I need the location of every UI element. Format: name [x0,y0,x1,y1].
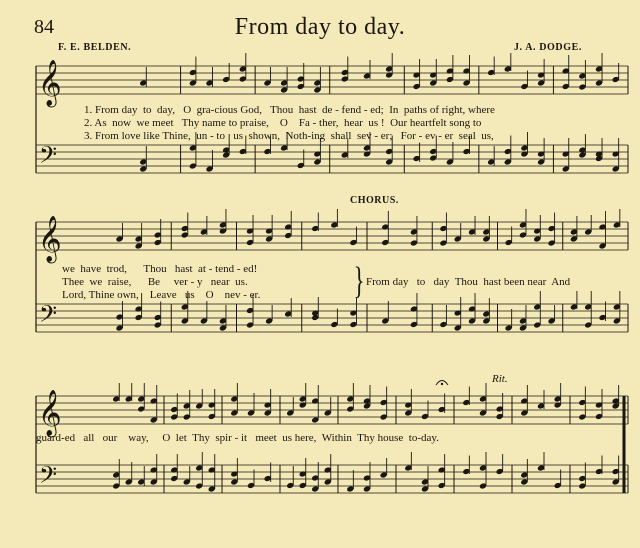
treble-clef: 𝄞 [38,60,62,106]
treble-clef: 𝄞 [38,390,62,436]
ritardando-mark: Rit. [492,373,508,385]
page-number: 84 [34,16,54,38]
verse-3-line-1: 3. From love like Thine, un - to us shown, Noth-ing shall sev - er; For - ev - er seal us, [84,130,494,142]
verse-2-line-1: 2. As now we meet Thy name to praise, O Fa - ther, hear us ! Our heartfelt song to [84,117,482,129]
verse-2-line-2: Thee we raise, Be ver - y near us. [62,276,248,288]
hymn-title: From day to day. [234,14,406,40]
chorus-line-1: From day to day Thou hast been near And [366,276,571,288]
bass-clef: 𝄢 [39,141,58,174]
treble-clef: 𝄞 [38,216,62,262]
verse-1-line-1: 1. From day to day, O gra-cious God, Thou hast de - fend - ed; In paths of right, where [84,104,495,116]
verse-3-line-2: Lord, Thine own, Leave us O nev - er. [62,289,261,301]
chorus-line-2: guard-ed all our way, O let Thy spir - it meet us here, Within Thy house to-day. [36,432,439,444]
verse-brace: } [353,260,365,302]
bass-clef: 𝄢 [39,461,58,494]
chorus-label: CHORUS. [350,195,399,206]
bass-clef: 𝄢 [39,300,58,333]
composer-credit: J. A. DODGE. [513,42,582,53]
lyricist-credit: F. E. BELDEN. [58,42,132,53]
fermata-dot [441,383,443,385]
verse-1-line-2: we have trod, Thou hast at - tend - ed! [62,263,258,275]
